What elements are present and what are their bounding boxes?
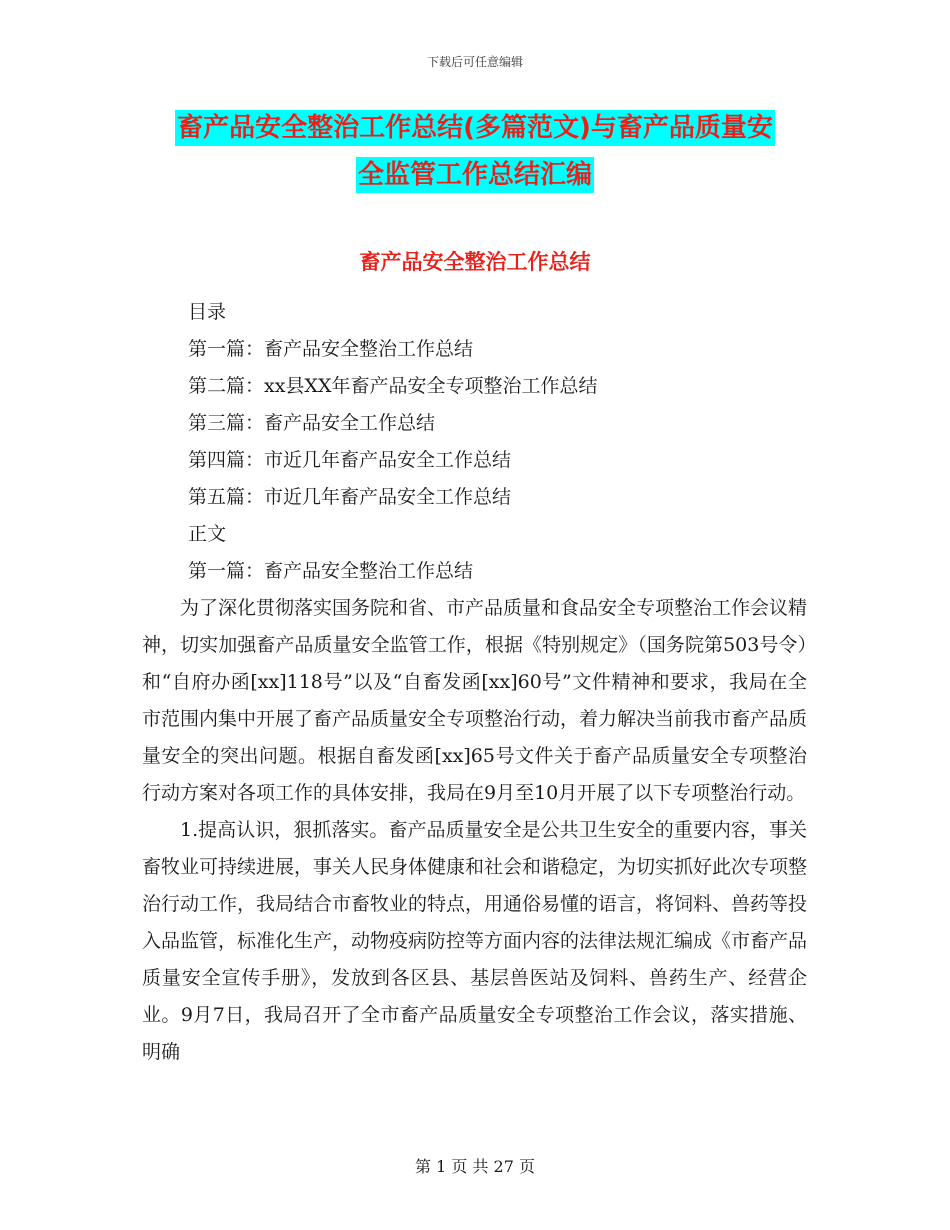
toc-item: 第三篇：畜产品安全工作总结 bbox=[188, 412, 436, 434]
document-title-line-1 bbox=[0, 105, 950, 151]
page-header-note: 下载后可任意编辑 bbox=[426, 55, 523, 69]
body-text bbox=[142, 590, 807, 1071]
page-number: 第 1 页 共 27 页 bbox=[415, 1157, 535, 1176]
body-heading: 正文 bbox=[188, 523, 227, 545]
document-title-line-1-text: 畜产品安全整治工作总结(多篇范文)与畜产品质量安 bbox=[175, 110, 775, 146]
toc-heading: 目录 bbox=[188, 301, 227, 323]
document-title-line-2-text: 全监管工作总结汇编 bbox=[356, 157, 594, 193]
first-section-heading: 第一篇：畜产品安全整治工作总结 bbox=[188, 560, 474, 582]
document-title-line-2 bbox=[0, 152, 950, 198]
table-of-contents bbox=[188, 294, 828, 590]
toc-item: 第一篇：畜产品安全整治工作总结 bbox=[188, 338, 474, 360]
section-subtitle: 畜产品安全整治工作总结 bbox=[359, 250, 591, 274]
toc-item: 第四篇：市近几年畜产品安全工作总结 bbox=[188, 449, 512, 471]
toc-item: 第五篇：市近几年畜产品安全工作总结 bbox=[188, 486, 512, 508]
body-paragraph: 1.提高认识，狠抓落实。畜产品质量安全是公共卫生安全的重要内容，事关畜牧业可持续进展，事关人民身体健康和社会和谐稳定，为切实抓好此次专项整治行动工作，我局结合市畜牧业的特点，用通俗易懂的语言，将饲料、兽药等投入品监管，标准化生产，动物疫病防控等方面内容的法律法规汇编成《市畜产品质量安全宣传手册》，发放到各区县、基层兽医站及饲料、兽药生产、经营企业。9月7日，我局召开了全市畜产品质量安全专项整治工作会议，落实措施、明确 bbox=[142, 819, 808, 1063]
body-paragraph: 为了深化贯彻落实国务院和省、市产品质量和食品安全专项整治工作会议精神，切实加强畜产品质量安全监管工作，根据《特别规定》（国务院第503号令）和“自府办函[xx]118号”以及“自畜发函[xx]60号”文件精神和要求，我局在全市范围内集中开展了畜产品质量安全专项整治行动，着力解决当前我市畜产品质量安全的突出问题。根据自畜发函[xx]65号文件关于畜产品质量安全专项整治行动方案对各项工作的具体安排，我局在9月至10月开展了以下专项整治行动。 bbox=[142, 597, 808, 804]
toc-item: 第二篇：xx县XX年畜产品安全专项整治工作总结 bbox=[188, 375, 598, 397]
